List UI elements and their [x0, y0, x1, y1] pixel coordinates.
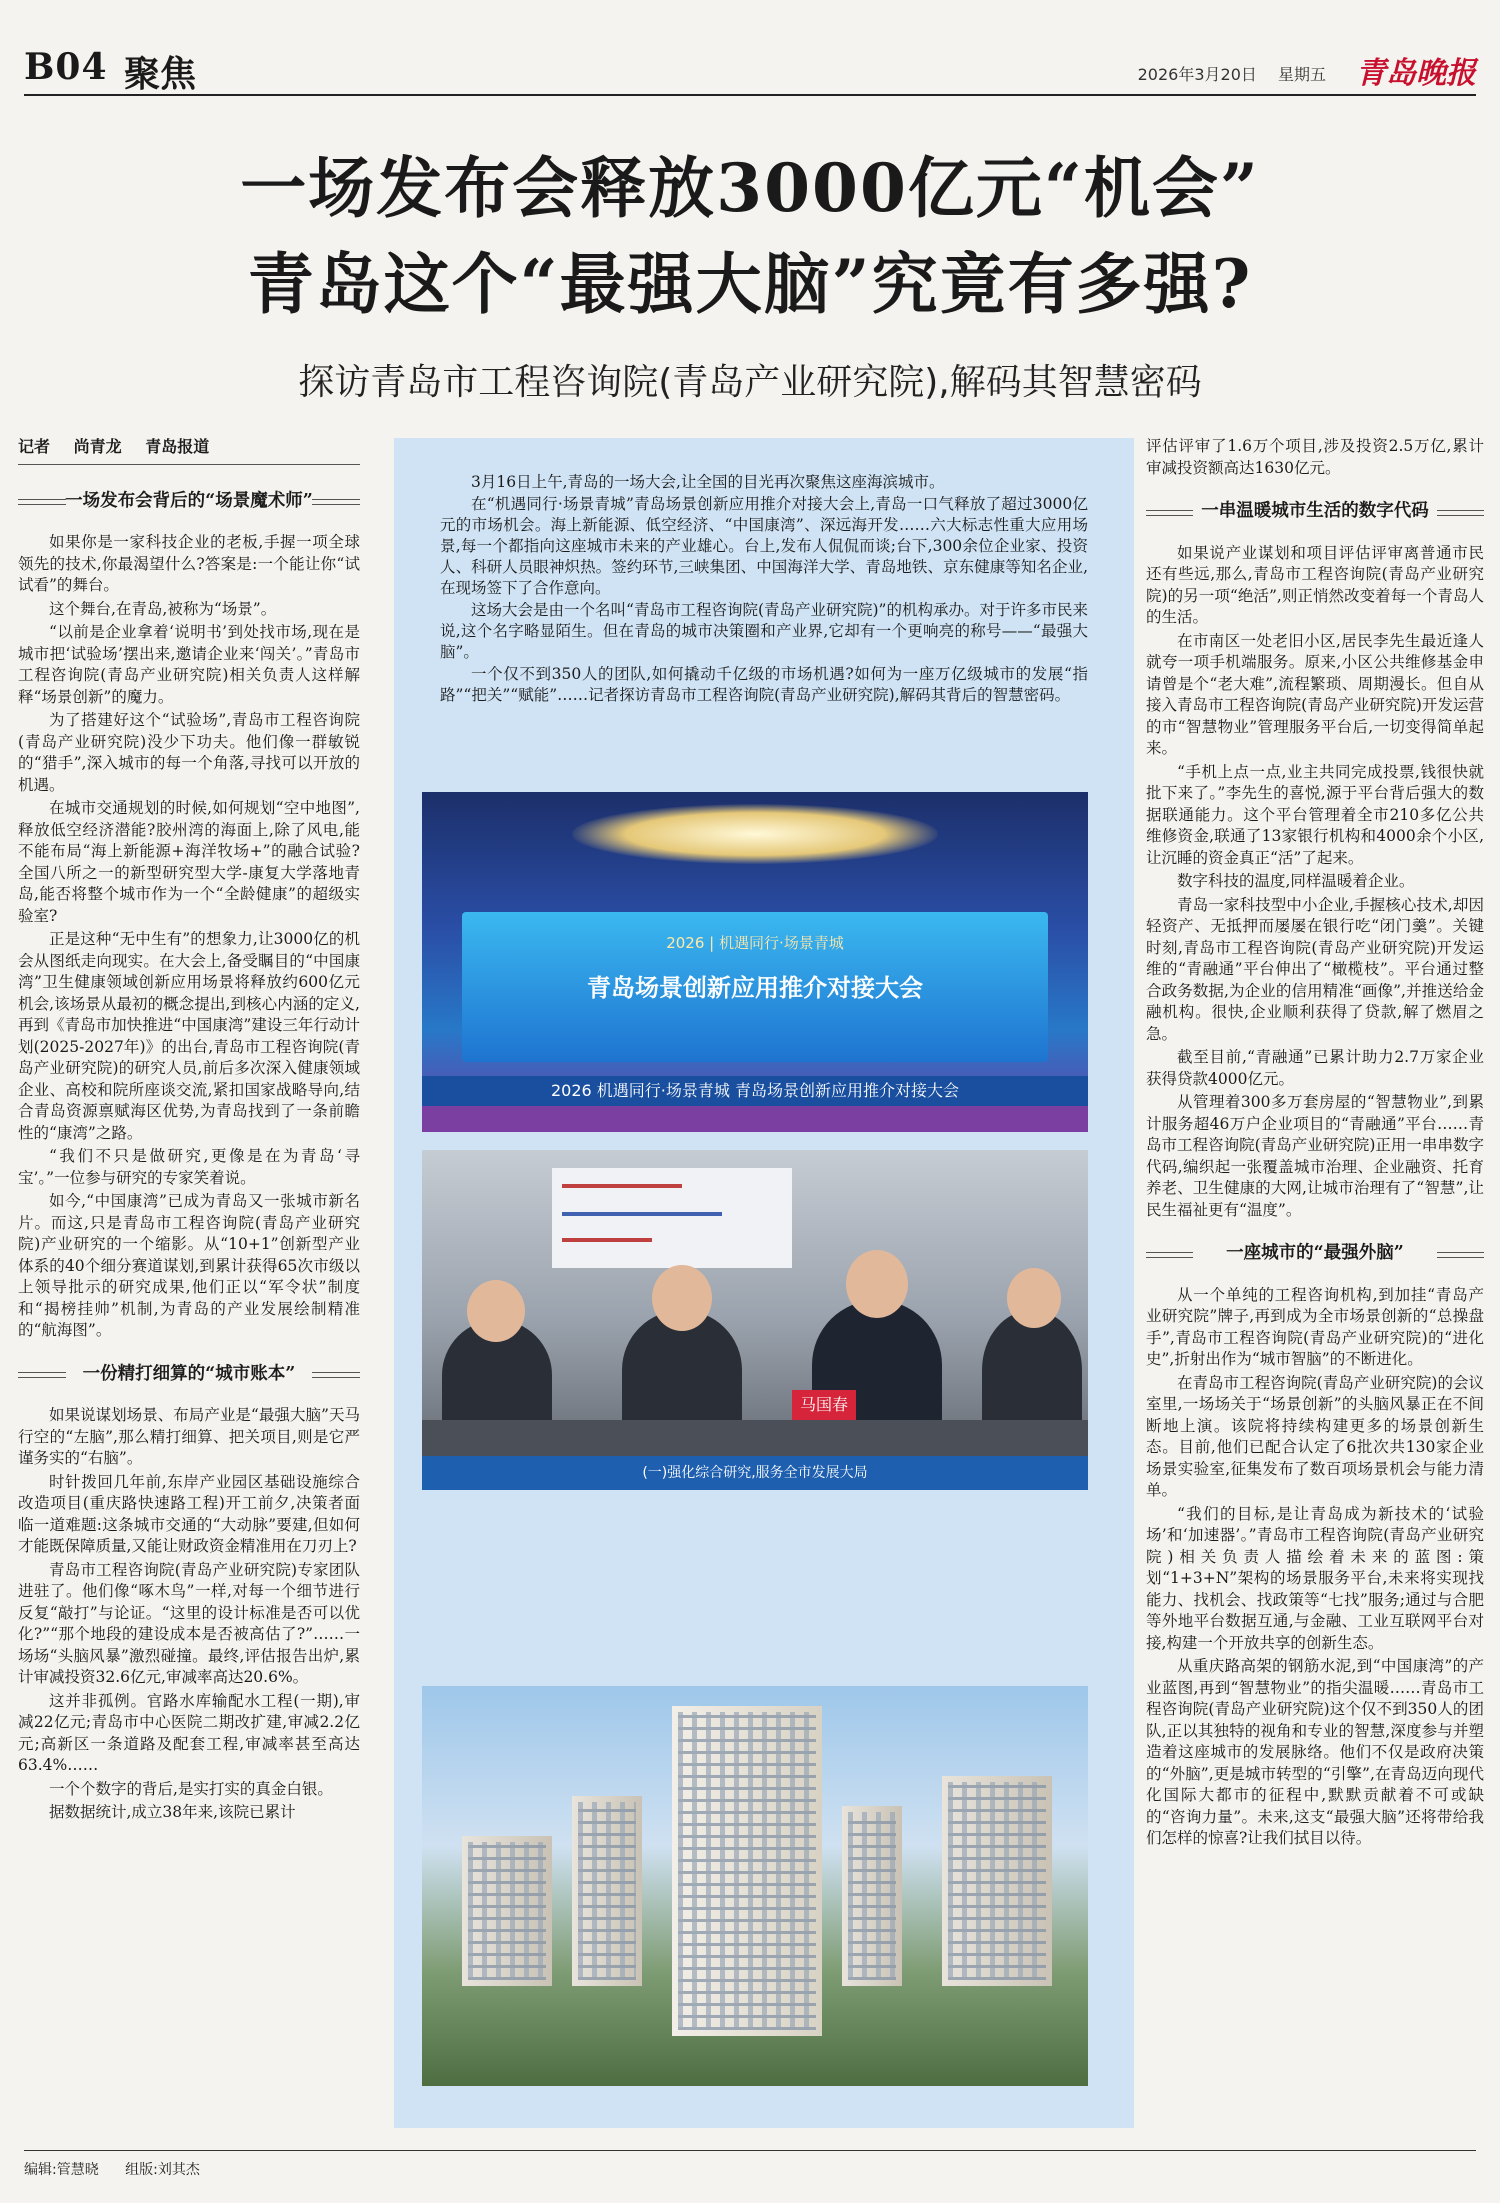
name-plate: 马国春	[792, 1390, 856, 1420]
stage-screen-title: 青岛场景创新应用推介对接大会	[587, 974, 923, 1002]
paragraph: “我们的目标,是让青岛成为新技术的‘试验场’和‘加速器’。”青岛市工程咨询院(青岛产业研究院)相关负责人描绘着未来的蓝图:策划“1+3+N”架构的场景服务平台,未来将实现找能力、找机会、找政策等“七找”服务;通过与合肥等外地平台数据互通,与金融、工业互联网平台对接,构建一个开放共享的创新生态。	[1146, 1504, 1484, 1652]
issue-date: 2026年3月20日	[1137, 65, 1257, 84]
section-body	[18, 532, 360, 1342]
paragraph: 数字科技的温度,同样温暖着企业。	[1177, 872, 1415, 890]
paragraph: 青岛一家科技型中小企业,手握核心技术,却因轻资产、无抵押而屡屡在银行吃“闭门羹”。关键时刻,青岛市工程咨询院(青岛产业研究院)开发运维的“青融通”平台伸出了“橄榄枝”。平台通过整合政务数据,为企业的信用精准“画像”,并推送给金融机构。很快,企业顺利获得了贷款,解了燃眉之急。	[1146, 895, 1484, 1043]
byline-role: 记者	[18, 437, 51, 456]
headline-line-2: 青岛这个“最强大脑”究竟有多强?	[247, 245, 1253, 323]
intro-paragraph: 这场大会是由一个名叫“青岛市工程咨询院(青岛产业研究院)”的机构承办。对于许多市民来说,这个名字略显陌生。但在青岛的城市决策圈和产业界,它却有一个更响亮的称号——“最强大脑”。	[440, 601, 1088, 661]
paragraph: 这个舞台,在青岛,被称为“场景”。	[49, 599, 277, 618]
left-column	[18, 436, 360, 1826]
screen-text-line	[562, 1212, 722, 1216]
intro-paragraph: 3月16日上午,青岛的一场大会,让全国的目光再次聚焦这座海滨城市。	[471, 473, 945, 491]
paragraph: 如今,“中国康湾”已成为青岛又一张城市新名片。而这,只是青岛市工程咨询院(青岛产业研究院)产业研究的一个缩影。从“10+1”创新型产业体系的40个细分赛道谋划,到累计获得65次市级以上领导批示的研究成果,他们正以“军令状”制度和“揭榜挂帅”机制,为青岛的产业发展绘制精准的“航海图”。	[18, 1192, 360, 1339]
paragraph: 从管理着300多万套房屋的“智慧物业”,到累计服务超46万户企业项目的“青融通”平台……青岛市工程咨询院(青岛产业研究院)正用一串串数字代码,编织起一张覆盖城市治理、企业融资、托育养老、卫生健康的大网,让城市治理有了“智慧”,让民生福祉更有“温度”。	[1146, 1093, 1484, 1219]
paragraph: 从重庆路高架的钢筋水泥,到“中国康湾”的产业蓝图,再到“智慧物业”的指尖温暖……青岛市工程咨询院(青岛产业研究院)这个仅不到350人的团队,正以其独特的视角和专业的智慧,深度参与并塑造着这座城市的发展脉络。他们不仅是政府决策的“外脑”,更是城市转型的“引擎”,在青岛迈向现代化国际大都市的征程中,默默贡献着不可或缺的“咨询力量”。未来,这支“最强大脑”还将带给我们怎样的惊喜?让我们拭目以待。	[1146, 1657, 1484, 1847]
paragraph: 青岛市工程咨询院(青岛产业研究院)专家团队进驻了。他们像“啄木鸟”一样,对每一个细节进行反复“敲打”与论证。“这里的设计标准是否可以优化?”“那个地段的建设成本是否被高估了?”……一场场“头脑风暴”激烈碰撞。最终,评估报告出炉,累计审减投资32.6亿元,审减率高达20.6%。	[18, 1560, 360, 1686]
dateline	[1122, 62, 1326, 85]
stage-screen-top-text: 2026 | 机遇同行·场景青城	[666, 934, 844, 952]
paragraph: 为了搭建好这个“试验场”,青岛市工程咨询院(青岛产业研究院)没少下功夫。他们像一群敏锐的“猎手”,深入城市的每一个角落,寻找可以开放的机遇。	[18, 711, 360, 794]
byline-place: 青岛报道	[145, 437, 210, 456]
byline-name: 尚青龙	[73, 437, 122, 456]
masthead	[24, 38, 1476, 96]
paragraph: “手机上点一点,业主共同完成投票,钱很快就批下来了。”李先生的喜悦,源于平台背后强大的数据联通能力。这个平台管理着全市210多亿公共维修资金,联通了13家银行机构和4000余个小区,让沉睡的资金真正“活”了起来。	[1146, 762, 1484, 867]
paragraph: 时针拨回几年前,东岸产业园区基础设施综合改造项目(重庆路快速路工程)开工前夕,决策者面临一道难题:这条城市交通的“大动脉”要建,但如何才能既保障质量,又能让财政资金精准用在刀刃上?	[18, 1472, 360, 1555]
attendee-head	[652, 1265, 712, 1331]
background-building	[842, 1806, 902, 1986]
subheadline: 探访青岛市工程咨询院(青岛产业研究院),解码其智慧密码	[298, 362, 1202, 403]
paragraph: 在城市交通规划的时候,如何规划“空中地图”,释放低空经济潜能?胶州湾的海面上,除了风电,能不能布局“海上新能源+海洋牧场+”的融合试验?全国八所之一的新型研究型大学-康复大学落地青岛,能否将整个城市作为一个“全龄健康”的超级实验室?	[18, 799, 360, 925]
section-name: 聚焦	[124, 53, 197, 95]
section-title: 一座城市的“最强外脑”	[1146, 1239, 1484, 1269]
layout-label: 组版:	[125, 2162, 158, 2178]
intro-paragraph: 一个仅不到350人的团队,如何撬动千亿级的市场机遇?如何为一座万亿级城市的发展“指路”“把关”“赋能”……记者探访青岛市工程咨询院(青岛产业研究院),解码其背后的智慧密码。	[440, 665, 1088, 704]
center-feature-panel	[394, 438, 1134, 2128]
headline-line-1: 一场发布会释放3000亿元“机会”	[240, 149, 1260, 227]
paragraph: 如果你是一家科技企业的老板,手握一项全球领先的技术,你最渴望什么?答案是:一个能让你“试试看”的舞台。	[18, 533, 360, 594]
section-body	[1146, 1285, 1484, 1850]
office-building-photo	[422, 1686, 1088, 2086]
paragraph: 据数据统计,成立38年来,该院已累计	[49, 1803, 296, 1821]
section-title: 一份精打细算的“城市账本”	[18, 1360, 360, 1390]
projection-screen	[552, 1168, 792, 1268]
layout-credit	[125, 2162, 200, 2178]
speaker-head	[846, 1250, 908, 1318]
section-body	[1146, 543, 1484, 1222]
paragraph: 如果说谋划场景、布局产业是“最强大脑”天马行空的“左脑”,那么精打细算、把关项目,则是它严谨务实的“右脑”。	[18, 1406, 360, 1467]
editor-label: 编辑:	[24, 2162, 57, 2178]
issue-weekday: 星期五	[1277, 65, 1326, 84]
intro-text	[440, 472, 1088, 707]
editor-name: 管慧晓	[56, 2162, 99, 2178]
background-building	[572, 1796, 642, 1986]
carpet-graphic	[422, 1106, 1088, 1132]
paragraph: 一个个数字的背后,是实打实的真金白银。	[49, 1779, 333, 1798]
intro-paragraph: 在“机遇同行·场景青城”青岛场景创新应用推介对接大会上,青岛一口气释放了超过3000亿元的市场机会。海上新能源、低空经济、“中国康湾”、深远海开发……六大标志性重大应用场景,每一个都指向这座城市未来的产业雄心。台上,发布人侃侃而谈;台下,300余位企业家、投资人、科研人员眼神炽热。签约环节,三峡集团、中国海洋大学、青岛地铁、京东健康等知名企业,在现场签下了合作意向。	[440, 495, 1088, 597]
desk-banner: (一)强化综合研究,服务全市发展大局	[422, 1456, 1088, 1490]
screen-text-line	[562, 1184, 682, 1188]
paragraph: 如果说产业谋划和项目评估评审离普通市民还有些远,那么,青岛市工程咨询院(青岛产业研究院)的另一项“绝活”,则正悄然改变着每一个青岛人的生活。	[1146, 543, 1484, 626]
paragraph: 正是这种“无中生有”的想象力,让3000亿的机会从图纸走向现实。在大会上,备受瞩目的“中国康湾”卫生健康领域创新应用场景将释放约600亿元机会,该场景从最初的概念提出,到核心内涵的定义,再到《青岛市加快推进“中国康湾”建设三年行动计划(2025-2027年)》的出台,青岛市工程咨询院(青岛产业研究院)的研究人员,前后多次深入健康领域企业、高校和院所座谈交流,紧扣国家战略导向,结合青岛资源禀赋海区优势,为青岛找到了一条前瞻性的“康湾”之路。	[18, 930, 360, 1142]
paragraph: 在市南区一处老旧小区,居民李先生最近逢人就夸一项手机端服务。原来,小区公共维修基金申请曾是个“老大难”,流程繁琐、周期漫长。但自从接入青岛市工程咨询院(青岛产业研究院)开发运营的市“智慧物业”管理服务平台后,一切变得简单起来。	[1146, 631, 1484, 757]
layout-name: 刘其杰	[157, 2162, 200, 2178]
paragraph: “以前是企业拿着‘说明书’到处找市场,现在是城市把‘试验场’摆出来,邀请企业来‘闯关’。”青岛市工程咨询院(青岛产业研究院)相关负责人这样解释“场景创新”的魔力。	[18, 623, 360, 706]
stage-front-banner: 2026 机遇同行·场景青城 青岛场景创新应用推介对接大会	[422, 1076, 1088, 1106]
chandelier-graphic	[572, 804, 938, 864]
paragraph: 截至目前,“青融通”已累计助力2.7万家企业获得贷款4000亿元。	[1146, 1048, 1484, 1088]
newspaper-logo: 青岛晚报	[1356, 56, 1476, 91]
background-building	[462, 1836, 552, 1986]
paragraph: 这并非孤例。官路水库输配水工程(一期),审减22亿元;青岛市中心医院二期改扩建,审减2.2亿元;高新区一条道路及配套工程,审减率甚至高达63.4%……	[18, 1691, 360, 1774]
attendee-head	[1007, 1268, 1061, 1328]
meeting-photo	[422, 1150, 1088, 1490]
section-body	[18, 1405, 360, 1824]
conference-stage-photo	[422, 792, 1088, 1132]
background-building	[942, 1776, 1052, 1986]
screen-text-line	[562, 1238, 652, 1242]
editor-credit	[24, 2162, 99, 2178]
stage-screen	[462, 912, 1048, 1062]
paragraph: 在青岛市工程咨询院(青岛产业研究院)的会议室里,一场场关于“场景创新”的头脑风暴正在不间断地上演。该院将持续构建更多的场景创新生态。目前,他们已配合认定了6批次共130家企业场景实验室,征集发布了数百项场景机会与能力清单。	[1146, 1373, 1484, 1499]
page-number: B04	[24, 46, 108, 88]
byline	[18, 436, 360, 465]
section-title: 一串温暖城市生活的数字代码	[1146, 497, 1484, 527]
paragraph: 从一个单纯的工程咨询机构,到加挂“青岛产业研究院”牌子,再到成为全市场景创新的“总操盘手”,青岛市工程咨询院(青岛产业研究院)的“进化史”,折射出作为“城市智脑”的不断进化。	[1146, 1285, 1484, 1368]
section-title: 一场发布会背后的“场景魔术师”	[18, 487, 360, 517]
paragraph: “我们不只是做研究,更像是在为青岛‘寻宝’。”一位参与研究的专家笑着说。	[18, 1147, 360, 1187]
attendee-head	[467, 1280, 525, 1342]
paragraph: 评估评审了1.6万个项目,涉及投资2.5万亿,累计审减投资额高达1630亿元。	[1146, 437, 1484, 477]
page-footer	[24, 2150, 1476, 2179]
main-tower	[672, 1706, 822, 2036]
right-column	[1146, 436, 1484, 1852]
attendee-figure	[982, 1310, 1082, 1430]
